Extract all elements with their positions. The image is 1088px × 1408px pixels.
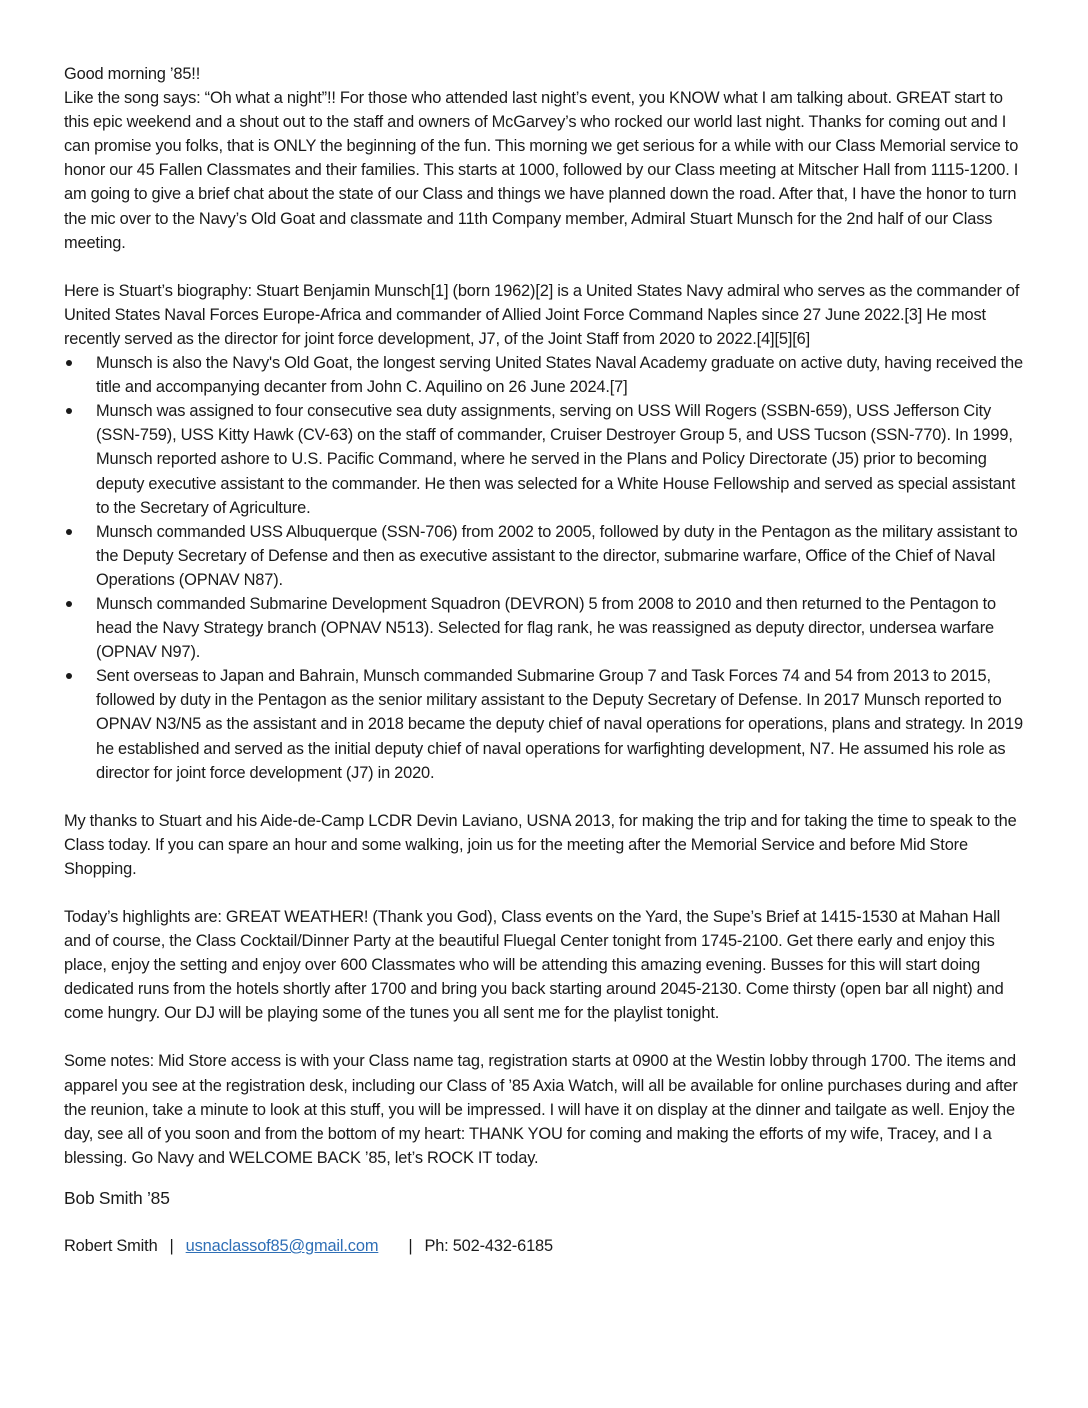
signature-sign-off: Bob Smith ’85 <box>64 1187 170 1208</box>
bio-bullet-text: Munsch was assigned to four consecutive sea duty assignments, serving on USS Will Rogers (SSBN-659), USS Jefferson City (SSN-759), USS Kitty Hawk (CV-63) on the staff of commander, Cruiser Destroyer Group 5, and USS Tucson (SSN-770). In 1999, Munsch reported ashore to U.S. Pacific Command, where he served in the Plans and Policy Directorate (J5) prior to becoming deputy executive assistant to the commander. He then was selected for a White House Fellowship and served as special assistant to the Secretary of Agriculture. <box>96 402 1016 517</box>
separator: | <box>169 1237 174 1256</box>
bio-bullet-text: Munsch is also the Navy's Old Goat, the longest serving United States Naval Academy graduate on active duty, having received the title and accompanying decanter from John C. Aquilino on 26 June 2024.[7] <box>96 354 1023 397</box>
bio-intro-paragraph: Here is Stuart’s biography: Stuart Benjamin Munsch[1] (born 1962)[2] is a United States Navy admiral who serves as the commander of United States Naval Forces Europe-Africa and commander of Allied Joint Force Command Naples since 27 June 2022.[3] He most recently served as the director for joint force development, J7, of the Joint Staff from 2020 to 2022.[4][5][6] <box>64 281 1020 348</box>
thanks-paragraph: My thanks to Stuart and his Aide-de-Camp LCDR Devin Laviano, USNA 2013, for making the trip and for taking the time to speak to the Class today. If you can spare an hour and some walking, join us for the meeting after the Memorial Service and before Mid Store Shopping. <box>64 811 1017 878</box>
email-link[interactable]: usnaclassof85@gmail.com <box>185 1237 379 1256</box>
notes-paragraph: Some notes: Mid Store access is with your Class name tag, registration starts at 0900 at the Westin lobby through 1700. The items and apparel you see at the registration desk, including our Class of ’85 Axia Watch, will all be available for online purchases during and after the reunion, take a minute to look at this stuff, you will be impressed. I will have it on display at the dinner and tailgate as well. Enjoy the day, see all of you soon and from the bottom of my heart: THANK YOU for coming and making the efforts of my wife, Tracey, and I a blessing. Go Navy and WELCOME BACK ’85, let’s ROCK IT today. <box>64 1052 1018 1167</box>
bio-bullet-list <box>64 351 1029 785</box>
bullet-icon <box>66 360 72 366</box>
bullet-icon <box>66 601 72 607</box>
bullet-icon <box>66 673 72 679</box>
paragraph-spacer <box>64 881 1029 905</box>
bio-bullet-text: Munsch commanded USS Albuquerque (SSN-706) from 2002 to 2005, followed by duty in the Pentagon as the military assistant to the Deputy Secretary of Defense and then as executive assistant to the director, submarine warfare, Office of the Chief of Naval Operations (OPNAV N87). <box>96 522 1018 589</box>
signature-contact-line <box>64 1234 1029 1258</box>
phone-number: Ph: 502-432-6185 <box>424 1237 553 1256</box>
separator: | <box>408 1237 413 1256</box>
greeting: Good morning ’85!! <box>64 65 201 83</box>
bio-bullet-item <box>64 351 1029 399</box>
letter-document <box>64 62 1029 1258</box>
paragraph-spacer <box>64 255 1029 279</box>
bio-bullet-text: Munsch commanded Submarine Development Squadron (DEVRON) 5 from 2008 to 2010 and then returned to the Pentagon to head the Navy Strategy branch (OPNAV N513). Selected for flag rank, he was reassigned as deputy director, undersea warfare (OPNAV N97). <box>96 594 997 662</box>
paragraph-spacer <box>64 785 1029 809</box>
bullet-icon <box>66 529 72 535</box>
highlights-paragraph: Today’s highlights are: GREAT WEATHER! (Thank you God), Class events on the Yard, the Supe’s Brief at 1415-1530 at Mahan Hall and of course, the Class Cocktail/Dinner Party at the beautiful Fluegal Center tonight from 1745-2100. Get there early and enjoy this place, enjoy the setting and enjoy over 600 Classmates who will be attending this amazing evening. Busses for this will start doing dedicated runs from the hotels shortly after 1700 and bring you back starting around 2045-2130. Come thirsty (open bar all night) and come hungry. Our DJ will be playing some of the tunes you all sent me for the playlist tonight. <box>64 908 1004 1023</box>
intro-paragraph: Like the song says: “Oh what a night”!! For those who attended last night’s event, you KNOW what I am talking about. GREAT start to this epic weekend and a shout out to the staff and owners of McGarvey’s who rocked our world last night. Thanks for coming out and I can promise you folks, that is ONLY the beginning of the fun. This morning we get serious for a while with our Class Memorial service to honor our 45 Fallen Classmates and their families. This starts at 1000, followed by our Class meeting at Mitscher Hall from 1115-1200. I am going to give a brief chat about the state of our Class and things we have planned down the road. After that, I have the honor to turn the mic over to the Navy’s Old Goat and classmate and 11th Company member, Admiral Stuart Munsch for the 2nd half of our Class meeting. <box>64 89 1019 252</box>
bio-bullet-item <box>64 399 1029 519</box>
bio-bullet-item <box>64 520 1029 592</box>
signature-full-name: Robert Smith <box>64 1237 158 1256</box>
paragraph-spacer <box>64 1025 1029 1049</box>
bio-bullet-text: Sent overseas to Japan and Bahrain, Munsch commanded Submarine Group 7 and Task Forces 74 and 54 from 2013 to 2015, followed by duty in the Pentagon as the senior military assistant to the Deputy Secretary of Defense. In 2017 Munsch reported to OPNAV N3/N5 as the assistant and in 2018 became the deputy chief of naval operations for operations, plans and strategy. In 2019 he established and served as the initial deputy chief of naval operations for warfighting development, N7. He assumed his role as director for joint force development (J7) in 2020. <box>96 667 1023 782</box>
bio-bullet-item <box>64 664 1029 784</box>
bullet-icon <box>66 408 72 414</box>
bio-bullet-item <box>64 592 1029 664</box>
